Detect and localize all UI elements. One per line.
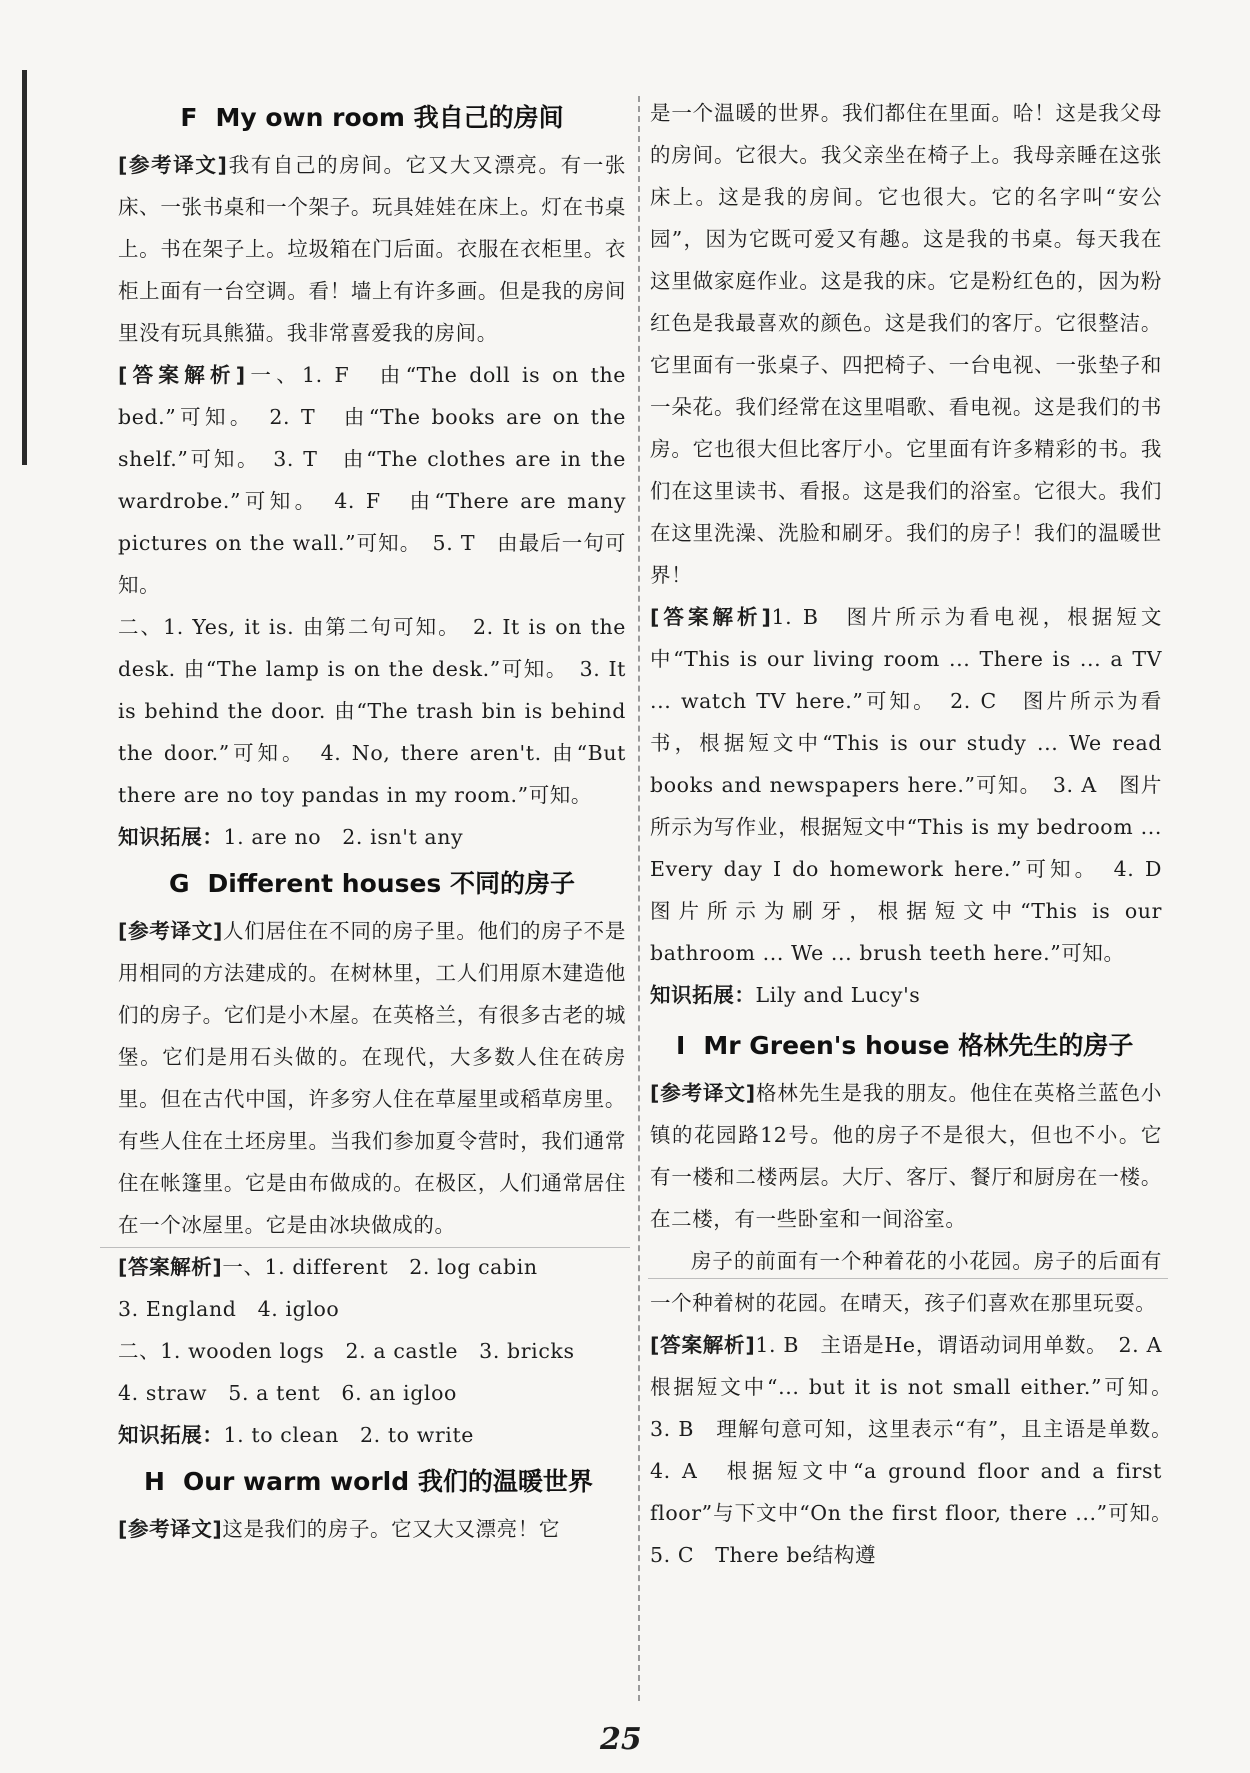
left-column xyxy=(118,92,626,1550)
analysis-paragraph xyxy=(650,1324,1184,1576)
translation-label: [参考译文] xyxy=(118,1517,223,1541)
section-g xyxy=(118,864,626,1456)
translation-text: 格林先生是我的朋友。他住在英格兰蓝色小镇的花园路12号。他的房子不是很大，但也不小。它有一楼和二楼两层。大厅、客厅、餐厅和厨房在一楼。在二楼，有一些卧室和一间浴室。 xyxy=(650,1081,1162,1231)
section-letter: I xyxy=(676,1031,686,1060)
translation-label: [参考译文] xyxy=(118,919,223,943)
translation-paragraph xyxy=(118,144,626,354)
section-letter: F xyxy=(180,103,198,132)
knowledge-paragraph xyxy=(118,816,626,858)
knowledge-text: Lily and Lucy's xyxy=(755,983,921,1007)
translation-label: [参考译文] xyxy=(650,1081,756,1105)
section-title xyxy=(118,864,626,900)
section-title-text: My own room 我自己的房间 xyxy=(215,103,564,132)
analysis-paragraph-2 xyxy=(118,606,626,816)
translation-paragraph xyxy=(118,910,626,1246)
analysis-paragraph xyxy=(650,596,1184,974)
analysis-line: 二、1. wooden logs 2. a castle 3. bricks xyxy=(118,1339,575,1363)
section-title xyxy=(118,1462,626,1498)
analysis-label: [答案解析] xyxy=(118,1255,223,1279)
binding-edge-mark xyxy=(22,70,27,465)
section-h-continued xyxy=(650,92,1184,1016)
section-title-text: Different houses 不同的房子 xyxy=(207,869,575,898)
translation-label: [参考译文] xyxy=(118,153,228,177)
knowledge-text: 1. to clean 2. to write xyxy=(223,1423,475,1447)
analysis-text: 1. B 主语是He，谓语动词用单数。 2. A 根据短文中“... but it is not small either.”可知。 3. B 理解句意可知，这里表示“有”，且主语是单数。 4. A 根据短文中“a ground floor and a first floor”与下文中“On the first floor, there ...”可知。 5. C There be结构遵 xyxy=(650,1333,1184,1567)
knowledge-paragraph xyxy=(650,974,1162,1016)
section-title-text: Mr Green's house 格林先生的房子 xyxy=(703,1031,1134,1060)
analysis-label: [答案解析] xyxy=(118,363,246,387)
translation-paragraph xyxy=(650,1072,1162,1240)
page-number: 25 xyxy=(600,1722,642,1757)
section-title-text: Our warm world 我们的温暖世界 xyxy=(182,1467,593,1496)
translation-continued: 是一个温暖的世界。我们都住在里面。哈！这是我父母的房间。它很大。我父亲坐在椅子上。我母亲睡在这张床上。这是我的房间。它也很大。它的名字叫“安公园”，因为它既可爱又有趣。这是我的书桌。每天我在这里做家庭作业。这是我的床。它是粉红色的，因为粉红色是我最喜欢的颜色。这是我们的客厅。它很整洁。它里面有一张桌子、四把椅子、一台电视、一张垫子和一朵花。我们经常在这里唱歌、看电视。这是我们的书房。它也很大但比客厅小。它里面有许多精彩的书。我们在这里读书、看报。这是我们的浴室。它很大。我们在这里洗澡、洗脸和刷牙。我们的房子！我们的温暖世界！ xyxy=(650,101,1162,587)
section-f xyxy=(118,98,626,858)
analysis-text: 二、1. Yes, it is. 由第二句可知。 2. It is on the desk. 由“The lamp is on the desk.”可知。 3. It is behind the door. 由“The trash bin is behind the door.”可知。 4. No, there aren't. 由“But there are no toy pandas in my room.”可知。 xyxy=(118,615,626,807)
translation-text: 这是我们的房子。它又大又漂亮！它 xyxy=(222,1517,560,1541)
section-i xyxy=(650,1026,1184,1576)
translation-paragraph-2: 房子的前面有一个种着花的小花园。房子的后面有一个种着树的花园。在晴天，孩子们喜欢在那里玩耍。 xyxy=(650,1249,1162,1315)
analysis-paragraph xyxy=(118,1246,626,1288)
analysis-label: [答案解析] xyxy=(650,605,772,629)
analysis-paragraph xyxy=(118,354,626,606)
section-letter: H xyxy=(144,1467,165,1496)
section-h xyxy=(118,1462,626,1550)
translation-paragraph xyxy=(118,1508,626,1550)
analysis-text: 一、1. different 2. log cabin xyxy=(222,1255,538,1279)
knowledge-label: 知识拓展： xyxy=(118,825,224,849)
section-letter: G xyxy=(169,869,190,898)
knowledge-label: 知识拓展： xyxy=(118,1423,224,1447)
analysis-text: 一、1. F 由“The doll is on the bed.”可知。 2. T 由“The books are on the shelf.”可知。 3. T 由“The clothes are in the wardrobe.”可知。 4. F 由“There are many pictures on the wall.”可知。 5. T 由最后一句可知。 xyxy=(118,363,627,597)
translation-text: 我有自己的房间。它又大又漂亮。有一张床、一张书桌和一个架子。玩具娃娃在床上。灯在书桌上。书在架子上。垃圾箱在门后面。衣服在衣柜里。衣柜上面有一台空调。看！墙上有许多画。但是我的房间里没有玩具熊猫。我非常喜爱我的房间。 xyxy=(118,153,626,345)
right-column xyxy=(650,92,1184,1576)
section-title xyxy=(650,1026,1162,1062)
section-title xyxy=(118,98,626,134)
knowledge-label: 知识拓展： xyxy=(650,983,756,1007)
analysis-line: 3. England 4. igloo xyxy=(118,1297,340,1321)
knowledge-paragraph xyxy=(118,1414,626,1456)
analysis-label: [答案解析] xyxy=(650,1333,756,1357)
knowledge-text: 1. are no 2. isn't any xyxy=(223,825,464,849)
analysis-line: 4. straw 5. a tent 6. an igloo xyxy=(118,1381,457,1405)
column-divider xyxy=(638,96,640,1701)
translation-text: 人们居住在不同的房子里。他们的房子不是用相同的方法建成的。在树林里，工人们用原木建造他们的房子。它们是小木屋。在英格兰，有很多古老的城堡。它们是用石头做的。在现代，大多数人住在砖房里。但在古代中国，许多穷人住在草屋里或稻草房里。有些人住在土坯房里。当我们参加夏令营时，我们通常住在帐篷里。它是由布做成的。在极区，人们通常居住在一个冰屋里。它是由冰块做成的。 xyxy=(118,919,626,1237)
analysis-text: 1. B 图片所示为看电视，根据短文中“This is our living room ... There is ... a TV ... watch TV here.”可知。 2. C 图片所示为看书，根据短文中“This is our study ... We read books and newspapers here.”可知。 3. A 图片所示为写作业，根据短文中“This is my bedroom ... Every day I do homework here.”可知。 4. D 图片所示为刷牙，根据短文中“This is our bathroom ... We ... brush teeth here.”可知。 xyxy=(650,605,1184,965)
